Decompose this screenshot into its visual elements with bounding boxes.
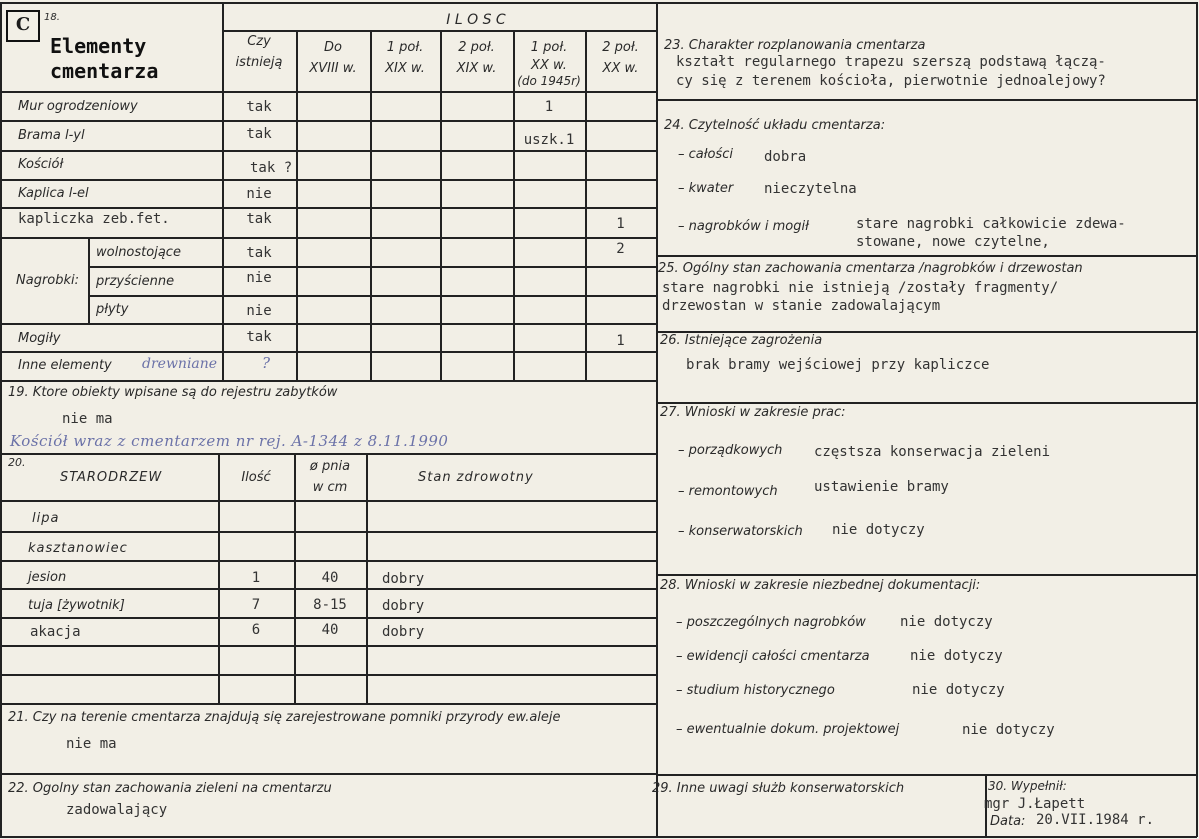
row-label-mur: Mur ogrodzeniowy <box>18 99 138 114</box>
s18-bottom-line <box>0 380 656 382</box>
s28-v-ewidencji: nie dotyczy <box>910 648 1003 664</box>
left-border <box>0 2 2 837</box>
s27-k-remontowych: – remontowych <box>678 484 778 499</box>
s24-k-calosci: – całości <box>678 147 733 162</box>
row-label-inne: Inne elementy <box>18 358 112 373</box>
s18-header-line <box>0 91 656 93</box>
tree-state-akacja: dobry <box>382 624 425 640</box>
col-2xix-line1: 2 poł. <box>458 40 495 55</box>
row-label-brama: Brama l-yl <box>18 128 85 143</box>
s27-v-konserwatorskich: nie dotyczy <box>832 522 925 538</box>
s28-k-projektowej: – ewentualnie dokum. projektowej <box>676 722 900 737</box>
row-label-kaplica: Kaplica l-el <box>18 186 89 201</box>
s27-k-konserwatorskich: – konserwatorskich <box>678 524 803 539</box>
tree-dia-akacja: 40 <box>321 622 339 638</box>
s27-label: 27. Wnioski w zakresie prac: <box>660 405 846 420</box>
s24-k-kwater: – kwater <box>678 181 734 196</box>
tree-state-tuja: dobry <box>382 598 425 614</box>
s24-v-calosci: dobra <box>764 149 807 165</box>
s26-value: brak bramy wejściowej przy kapliczce <box>686 357 990 373</box>
s30-name: mgr J.Łapett <box>984 796 1086 812</box>
s22-value: zadowalający <box>66 802 168 818</box>
s30-label: 30. Wypełnił: <box>988 779 1067 793</box>
col-2xx-line2: XX w. <box>602 61 639 76</box>
col-1xx-line3: (do 1945r) <box>517 74 581 88</box>
s19-value: nie ma <box>62 411 113 427</box>
right-border <box>1196 2 1198 837</box>
s28-k-studium: – studium historycznego <box>676 683 835 698</box>
tree-qty-akacja: 6 <box>251 622 261 638</box>
tree-qty-jesion: 1 <box>251 570 261 586</box>
s23-line2: cy się z terenem kościoła, pierwotnie jednoalejowy? <box>676 73 1106 89</box>
s18-title-line1: Elementy <box>50 34 147 58</box>
tree-name-tuja: tuja [żywotnik] <box>28 598 125 613</box>
row-exists-wolnostojace: tak <box>246 245 272 261</box>
bottom-border <box>0 836 1197 838</box>
col-1xx-line2: XX w. <box>531 58 567 73</box>
row-label-wolnostojace: wolnostojące <box>96 245 181 260</box>
s19-handwritten-register: Kościół wraz z cmentarzem nr rej. A-1344 z 8.11.1990 <box>10 432 449 450</box>
s28-v-nagrobkow: nie dotyczy <box>900 614 993 630</box>
s18-title-line2: cmentarza <box>50 59 159 83</box>
tree-dia-tuja: 8-15 <box>313 597 347 613</box>
s28-label: 28. Wnioski w zakresie niezbednej dokumentacji: <box>660 578 981 593</box>
s19-bottom-line <box>0 453 656 455</box>
row-c5-wolnostojace: 2 <box>616 241 625 257</box>
s24-label: 24. Czytelność układu cmentarza: <box>664 118 886 133</box>
s20-header-ilosc: Ilość <box>241 470 271 485</box>
col-1xix-line2: XIX w. <box>385 61 425 76</box>
center-divider <box>656 2 658 836</box>
s28-k-nagrobkow: – poszczególnych nagrobków <box>676 615 866 630</box>
s25-line1: stare nagrobki nie istnieją /zostały fragmenty/ <box>662 280 1059 296</box>
col-2xix-line2: XIX w. <box>456 61 497 76</box>
row-label-kapliczka: kapliczka zeb.fet. <box>18 211 170 227</box>
row-exists-brama: tak <box>246 126 272 142</box>
card-letter-badge: C <box>6 10 40 42</box>
inne-question: ? <box>262 354 271 372</box>
s24-v-nagrobkow-cont: stowane, nowe czytelne, <box>856 234 1050 250</box>
s28-v-projektowej: nie dotyczy <box>962 722 1055 738</box>
s27-k-porzadkowych: – porządkowych <box>678 443 783 458</box>
s20-header-stan: Stan zdrowotny <box>418 470 534 485</box>
s27-v-porzadkowych: częstsza konserwacja zieleni <box>814 444 1051 460</box>
s19-label: 19. Ktore obiekty wpisane są do rejestru zabytków <box>8 385 338 400</box>
row-exists-plyty: nie <box>246 303 272 319</box>
s23-label: 23. Charakter rozplanowania cmentarza <box>664 38 926 53</box>
s23-line1: kształt regularnego trapezu szerszą podstawą łączą- <box>676 54 1106 70</box>
s28-k-ewidencji: – ewidencji całości cmentarza <box>676 649 870 664</box>
s28-v-studium: nie dotyczy <box>912 682 1005 698</box>
s20-bottom-line <box>0 703 656 705</box>
row-exists-przyscienne: nie <box>246 270 272 286</box>
s30-date-label: Data: <box>990 814 1026 829</box>
s24-k-nagrobkow: – nagrobków i mogił <box>678 219 809 234</box>
col-xviii-line1: Do <box>324 40 342 55</box>
col-1xix-line1: 1 poł. <box>386 40 424 55</box>
s20-number: 20. <box>8 456 26 469</box>
s20-header-starodrzew: STARODRZEW <box>60 470 163 485</box>
s20-header-cm: w cm <box>312 480 348 495</box>
ilosc-header: I L O S C <box>446 12 506 28</box>
s20-header-pien: ø pnia <box>309 459 351 474</box>
s25-label: 25. Ogólny stan zachowania cmentarza /nagrobków i drzewostan <box>658 261 1083 276</box>
row-c4-brama: uszk.1 <box>523 132 575 148</box>
s24-v-kwater: nieczytelna <box>764 181 857 197</box>
row-label-przyscienne: przyścienne <box>96 274 175 289</box>
tree-dia-jesion: 40 <box>321 570 339 586</box>
row-label-plyty: płyty <box>96 302 129 317</box>
s21-value: nie ma <box>66 736 117 752</box>
row-exists-kaplica: nie <box>246 186 272 202</box>
nagrobki-label: Nagrobki: <box>16 273 80 288</box>
col-2xx-line1: 2 poł. <box>602 40 639 55</box>
s30-date: 20.VII.1984 r. <box>1036 812 1155 828</box>
top-border <box>0 2 1197 4</box>
row-c5-mogily: 1 <box>616 333 625 349</box>
col-exists-line2: istnieją <box>235 55 283 70</box>
row-label-mogily: Mogiły <box>18 331 61 346</box>
row-c5-kapliczka: 1 <box>616 216 625 232</box>
s24-v-nagrobkow: stare nagrobki całkowicie zdewa- <box>856 216 1126 232</box>
s18-number: 18. <box>44 12 60 23</box>
col-1xx-line1: 1 poł. <box>530 40 568 55</box>
tree-name-jesion: jesion <box>28 570 67 585</box>
s27-v-remontowych: ustawienie bramy <box>814 479 949 495</box>
s21-bottom-line <box>0 773 656 775</box>
row-exists-kapliczka: tak <box>246 211 272 227</box>
row-c4-mur: 1 <box>544 99 554 115</box>
row-label-kosciol: Kościół <box>18 157 64 172</box>
row-exists-mur: tak <box>246 99 272 115</box>
tree-qty-tuja: 7 <box>251 597 261 613</box>
tree-state-jesion: dobry <box>382 571 425 587</box>
tree-name-akacja: akacja <box>30 624 81 640</box>
s22-label: 22. Ogolny stan zachowania zieleni na cmentarzu <box>8 781 332 796</box>
s26-label: 26. Istniejące zagrożenia <box>660 333 823 348</box>
row-exists-mogily: tak <box>246 329 272 345</box>
tree-name-kasztanowiec: kasztanowiec <box>28 541 128 556</box>
s21-label: 21. Czy na terenie cmentarza znajdują się zarejestrowane pomniki przyrody ew.aleje <box>8 710 561 725</box>
s25-line2: drzewostan w stanie zadowalającym <box>662 298 941 314</box>
inne-handwritten: drewniane <box>142 356 218 372</box>
col-exists-line1: Czy <box>247 34 271 49</box>
col-xviii-line2: XVIII w. <box>309 61 357 76</box>
tree-name-lipa: lipa <box>32 511 60 526</box>
row-exists-kosciol: tak ? <box>250 160 293 176</box>
s29-label: 29. Inne uwagi służb konserwatorskich <box>652 781 905 796</box>
